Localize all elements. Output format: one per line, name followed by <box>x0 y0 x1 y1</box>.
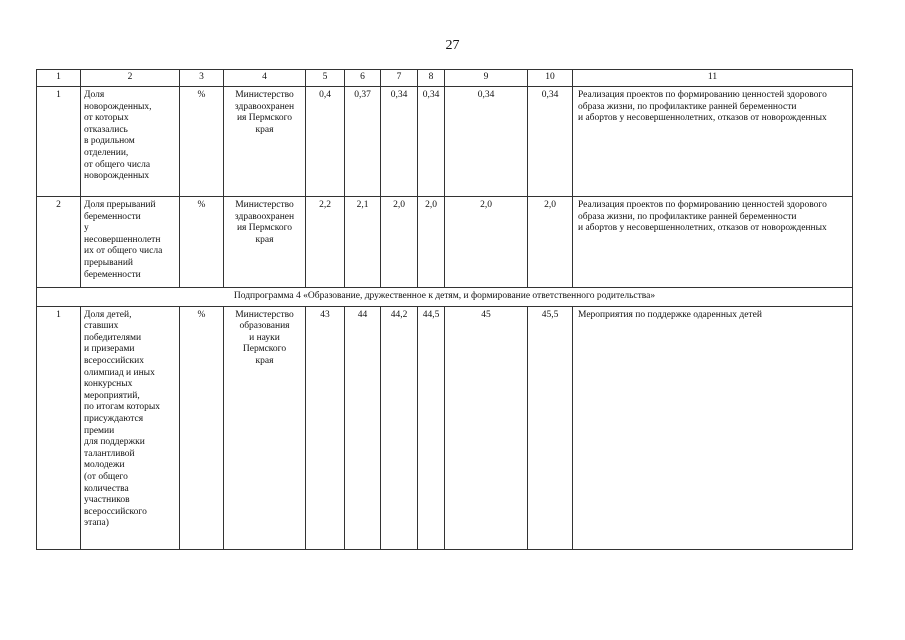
header-cell: 8 <box>418 70 445 87</box>
value-cell: 44 <box>345 306 381 549</box>
subprogram-row <box>37 288 853 307</box>
value-cell: 2,0 <box>418 197 445 288</box>
row-number: 2 <box>37 197 81 288</box>
value-cell: 44,2 <box>381 306 418 549</box>
value-cell: 44,5 <box>418 306 445 549</box>
unit-cell: % <box>180 87 224 197</box>
indicators-table <box>36 69 853 550</box>
executor-cell: Министерство образования и науки Пермского края <box>224 306 306 549</box>
value-cell: 0,34 <box>418 87 445 197</box>
value-cell: 0,34 <box>445 87 528 197</box>
executor-cell: Министерство здравоохранен ия Пермского края <box>224 87 306 197</box>
value-cell: 0,4 <box>306 87 345 197</box>
header-cell: 10 <box>528 70 573 87</box>
header-cell: 5 <box>306 70 345 87</box>
indicator-name: Доля детей, ставших победителями и призерами всероссийских олимпиад и иных конкурсных мероприятий, по итогам которых присуждаются премии для поддержки талантливой молодежи (от общего количества участников всероссийского этапа) <box>81 306 180 549</box>
value-cell: 45 <box>445 306 528 549</box>
unit-cell: % <box>180 197 224 288</box>
actions-cell: Мероприятия по поддержке одаренных детей <box>573 306 853 549</box>
unit-cell: % <box>180 306 224 549</box>
page-number: 27 <box>445 38 460 53</box>
header-cell: 4 <box>224 70 306 87</box>
subprogram-title: Подпрограмма 4 «Образование, дружественное к детям, и формирование ответственного родительства» <box>37 288 853 307</box>
table-header-row <box>37 70 853 87</box>
header-cell: 2 <box>81 70 180 87</box>
indicator-name: Доля прерываний беременности у несовершеннолетн их от общего числа прерываний беременности <box>81 197 180 288</box>
header-cell: 9 <box>445 70 528 87</box>
value-cell: 2,0 <box>528 197 573 288</box>
actions-cell: Реализация проектов по формированию ценностей здорового образа жизни, по профилактике ранней беременности и абортов у несовершеннолетних, отказов от новорожденных <box>573 197 853 288</box>
actions-cell: Реализация проектов по формированию ценностей здорового образа жизни, по профилактике ранней беременности и абортов у несовершеннолетних, отказов от новорожденных <box>573 87 853 197</box>
header-cell: 7 <box>381 70 418 87</box>
table-row <box>37 306 853 549</box>
header-cell: 6 <box>345 70 381 87</box>
value-cell: 0,34 <box>381 87 418 197</box>
header-cell: 1 <box>37 70 81 87</box>
value-cell: 2,0 <box>381 197 418 288</box>
value-cell: 2,1 <box>345 197 381 288</box>
table-row <box>37 87 853 197</box>
indicator-name: Доля новорожденных, от которых отказались в родильном отделении, от общего числа новорожденных <box>81 87 180 197</box>
value-cell: 0,37 <box>345 87 381 197</box>
table-row <box>37 197 853 288</box>
value-cell: 2,0 <box>445 197 528 288</box>
value-cell: 43 <box>306 306 345 549</box>
row-number: 1 <box>37 87 81 197</box>
value-cell: 0,34 <box>528 87 573 197</box>
executor-cell: Министерство здравоохранен ия Пермского края <box>224 197 306 288</box>
value-cell: 45,5 <box>528 306 573 549</box>
header-cell: 3 <box>180 70 224 87</box>
row-number: 1 <box>37 306 81 549</box>
value-cell: 2,2 <box>306 197 345 288</box>
header-cell: 11 <box>573 70 853 87</box>
